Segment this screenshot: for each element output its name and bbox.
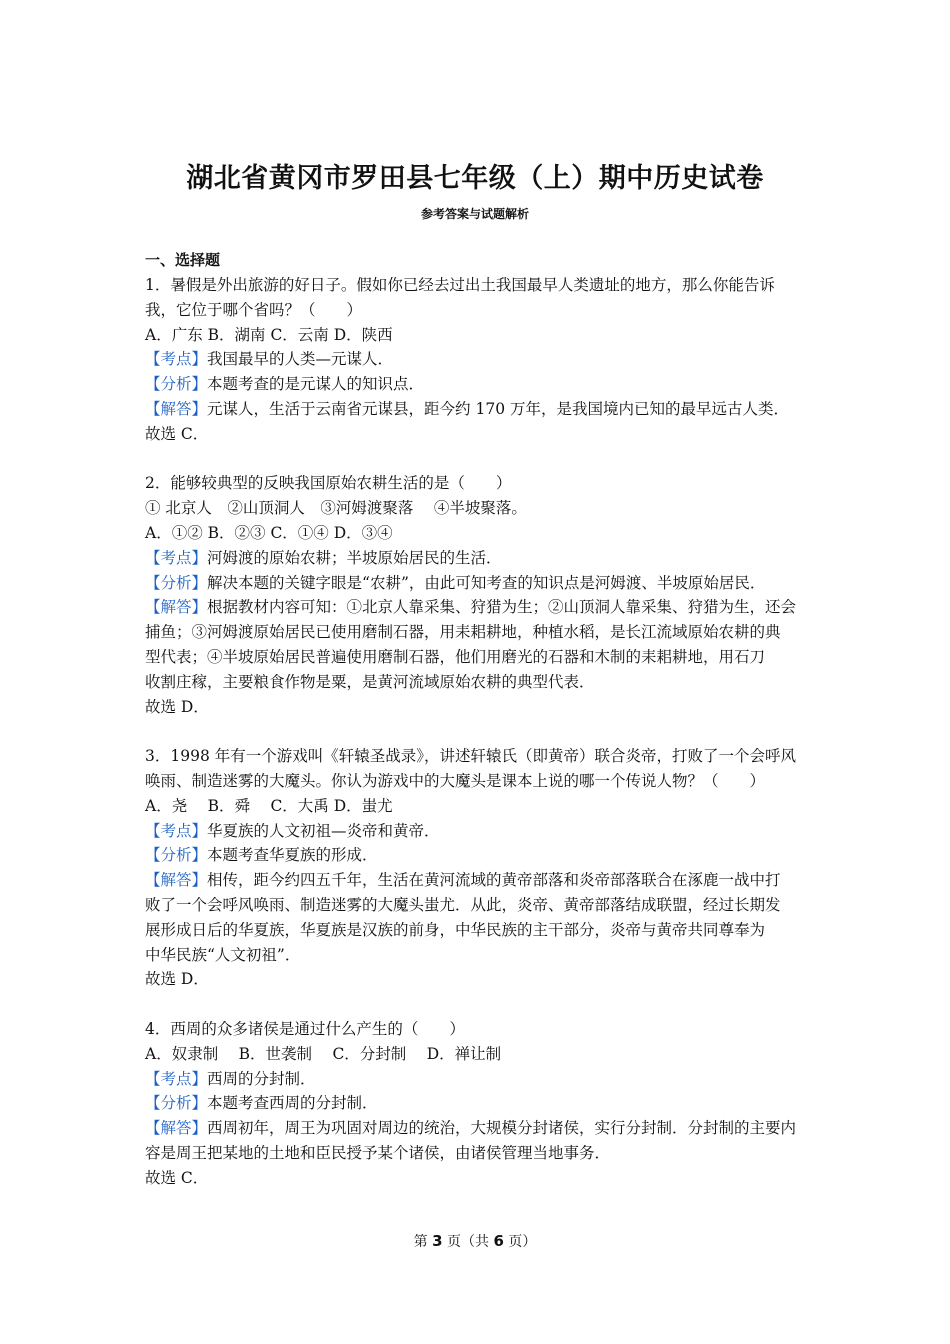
jieda-continuation: 收割庄稼，主要粮食作物是粟，是黄河流域原始农耕的典型代表．	[145, 672, 595, 691]
question-block	[145, 471, 810, 719]
jieda-line-text: 西周初年，周王为巩固对周边的统治，大规模分封诸侯，实行分封制．分封制的主要内	[207, 1119, 797, 1138]
jieda-line-text: 根据教材内容可知：①北京人靠采集、狩猎为生；②山顶洞人靠采集、狩猎为生，还会	[207, 598, 797, 617]
question-options: A．尧 B．舜 C．大禹 D．蚩尤	[145, 796, 393, 815]
content	[145, 248, 810, 1215]
kaodian-line-text: 西周的分封制．	[207, 1069, 316, 1088]
answer-line: 故选 C．	[145, 1168, 209, 1187]
question-list	[145, 273, 810, 1190]
answer-line: 故选 D．	[145, 697, 209, 716]
jieda-line-text: 元谋人，生活于云南省元谋县，距今约 170 万年，是我国境内已知的最早远古人类．	[207, 399, 789, 418]
fenxi-line	[145, 843, 810, 868]
question-stem: 4．西周的众多诸侯是通过什么产生的（ ）	[145, 1019, 465, 1038]
kaodian-line-tag: 【考点】	[145, 548, 208, 567]
jieda-continuation: 型代表；④半坡原始居民普遍使用磨制石器，他们用磨光的石器和木制的耒耜耕地，用石刀	[145, 647, 766, 666]
kaodian-line	[145, 546, 810, 571]
fenxi-line-tag: 【分析】	[145, 846, 208, 865]
page-footer	[0, 1231, 950, 1251]
answer-line: 故选 C．	[145, 424, 209, 443]
kaodian-line-tag: 【考点】	[145, 821, 208, 840]
question-options: A．①② B．②③ C．①④ D．③④	[145, 523, 393, 542]
fenxi-line-tag: 【分析】	[145, 1094, 208, 1113]
jieda-line	[145, 397, 810, 422]
section-title: 一、选择题	[145, 251, 221, 269]
fenxi-line	[145, 571, 810, 596]
question-stem: 我，它位于哪个省吗？（ ）	[145, 300, 363, 319]
kaodian-line	[145, 819, 810, 844]
footer-suffix: 页）	[508, 1234, 537, 1250]
footer-middle: 页（共	[447, 1234, 489, 1250]
jieda-continuation: 败了一个会呼风唤雨、制造迷雾的大魔头蚩尤．从此，炎帝、黄帝部落结成联盟，经过长期发	[145, 895, 781, 914]
kaodian-line-text: 华夏族的人文初祖—炎帝和黄帝．	[207, 821, 440, 840]
footer-page-number: 3	[432, 1232, 443, 1250]
question-stem: 1．暑假是外出旅游的好日子。假如你已经去过出土我国最早人类遗址的地方，那么你能告诉	[145, 276, 775, 294]
jieda-continuation: 中华民族“人文初祖”．	[145, 945, 301, 964]
page-title: 湖北省黄冈市罗田县七年级（上）期中历史试卷	[186, 163, 764, 194]
jieda-line	[145, 1116, 810, 1141]
jieda-line-tag: 【解答】	[145, 598, 208, 617]
kaodian-line-text: 河姆渡的原始农耕；半坡原始居民的生活．	[207, 548, 502, 567]
jieda-continuation: 展形成日后的华夏族，华夏族是汉族的前身，中华民族的主干部分，炎帝与黄帝共同尊奉为	[145, 920, 766, 939]
jieda-line-tag: 【解答】	[145, 871, 208, 890]
fenxi-line-text: 本题考查西周的分封制．	[207, 1094, 378, 1113]
question-stem: 唤雨、制造迷雾的大魔头。你认为游戏中的大魔头是课本上说的哪一个传说人物？（ ）	[145, 771, 766, 790]
kaodian-line-text: 我国最早的人类—元谋人．	[207, 350, 394, 369]
jieda-line	[145, 595, 810, 620]
question-block	[145, 273, 810, 447]
footer-total-pages: 6	[493, 1232, 504, 1250]
question-block	[145, 744, 810, 992]
question-options: A．奴隶制 B．世袭制 C．分封制 D．禅让制	[145, 1044, 502, 1063]
jieda-continuation: 捕鱼；③河姆渡原始居民已使用磨制石器，用耒耜耕地，种植水稻，是长江流域原始农耕的典	[145, 623, 781, 642]
footer-prefix: 第	[413, 1234, 428, 1250]
page-subtitle: 参考答案与试题解析	[420, 207, 529, 221]
kaodian-line	[145, 347, 810, 372]
question-stem: 2．能够较典型的反映我国原始农耕生活的是（ ）	[145, 474, 512, 493]
kaodian-line	[145, 1067, 810, 1092]
kaodian-line-tag: 【考点】	[145, 350, 208, 369]
fenxi-line	[145, 1091, 810, 1116]
question-options: A．广东 B．湖南 C．云南 D．陕西	[145, 325, 393, 344]
jieda-line-tag: 【解答】	[145, 1119, 208, 1138]
jieda-line-text: 相传，距今约四五千年，生活在黄河流域的黄帝部落和炎帝部落联合在涿鹿一战中打	[207, 871, 781, 890]
question-stem: 3．1998 年有一个游戏叫《轩辕圣战录》，讲述轩辕氏（即黄帝）联合炎帝，打败了一个会呼风	[145, 747, 796, 766]
fenxi-line	[145, 372, 810, 397]
fenxi-line-text: 本题考查华夏族的形成．	[207, 846, 378, 865]
jieda-line	[145, 868, 810, 893]
jieda-line-tag: 【解答】	[145, 399, 208, 418]
fenxi-line-text: 本题考查的是元谋人的知识点．	[207, 375, 425, 394]
kaodian-line-tag: 【考点】	[145, 1069, 208, 1088]
jieda-continuation: 容是周王把某地的土地和臣民授予某个诸侯，由诸侯管理当地事务．	[145, 1143, 611, 1162]
question-items: ① 北京人 ②山顶洞人 ③河姆渡聚落 ④半坡聚落。	[145, 499, 527, 518]
fenxi-line-tag: 【分析】	[145, 375, 208, 394]
fenxi-line-text: 解决本题的关键字眼是“农耕”，由此可知考查的知识点是河姆渡、半坡原始居民．	[207, 573, 766, 592]
fenxi-line-tag: 【分析】	[145, 573, 208, 592]
answer-line: 故选 D．	[145, 970, 209, 989]
question-block	[145, 1017, 810, 1191]
